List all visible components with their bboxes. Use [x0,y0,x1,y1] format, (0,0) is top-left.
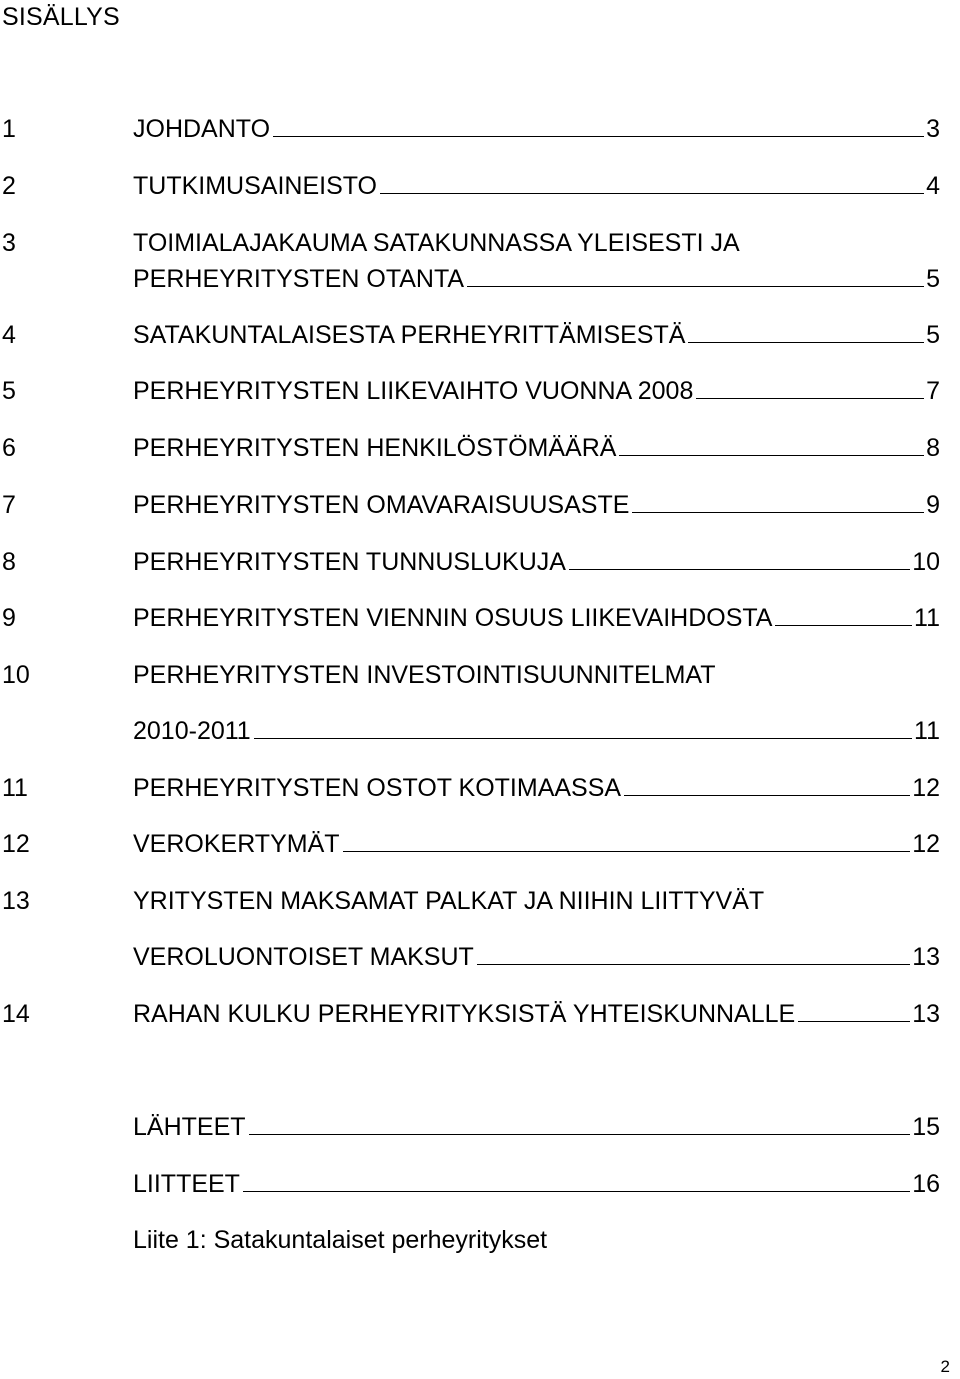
toc-leader-line [249,1134,911,1135]
toc-entry-tutkimusaineisto[interactable] [0,169,960,203]
toc-entry-title: JOHDANTO [133,115,271,143]
toc-entry-number: 12 [2,830,30,858]
toc-entry-title: PERHEYRITYSTEN OSTOT KOTIMAASSA [133,774,622,802]
toc-leader-line [798,1021,910,1022]
toc-entry-perheyrittamisesta[interactable] [0,318,960,352]
toc-leader-line [380,193,924,194]
toc-entry-page: 4 [926,172,940,200]
toc-entry-toimialajakauma-continued[interactable] [0,262,960,296]
toc-entry-lahteet[interactable] [0,1110,960,1144]
toc-entry-number: 11 [2,774,28,802]
toc-leader-line [696,398,924,399]
toc-entry-maksamat-palkat[interactable] [0,884,960,918]
toc-entry-number: 6 [2,434,16,462]
toc-entry-page: 7 [926,377,940,405]
toc-entry-title: PERHEYRITYSTEN OTANTA [133,265,465,293]
toc-entry-number: 13 [2,887,30,915]
toc-entry-omavaraisuusaste[interactable] [0,488,960,522]
toc-leader-line [243,1191,910,1192]
toc-leader-line [688,342,924,343]
toc-entry-title: SATAKUNTALAISESTA PERHEYRITTÄMISESTÄ [133,321,686,349]
toc-entry-page: 8 [926,434,940,462]
toc-entry-title: VEROKERTYMÄT [133,830,340,858]
toc-entry-page: 13 [912,943,940,971]
toc-entry-rahan-kulku[interactable] [0,997,960,1031]
toc-entry-page: 5 [926,265,940,293]
toc-entry-page: 3 [926,115,940,143]
toc-entry-number: 1 [2,115,16,143]
toc-entry-title: PERHEYRITYSTEN INVESTOINTISUUNNITELMAT [133,661,716,689]
toc-entry-liitteet[interactable] [0,1167,960,1201]
toc-entry-title: Liite 1: Satakuntalaiset perheyritykset [133,1226,548,1254]
toc-leader-line [624,795,910,796]
toc-leader-line [775,625,912,626]
toc-entry-page: 11 [914,604,940,632]
toc-entry-page: 11 [914,717,940,745]
toc-entry-title: PERHEYRITYSTEN LIIKEVAIHTO VUONNA 2008 [133,377,694,405]
toc-entry-tunnuslukuja[interactable] [0,545,960,579]
toc-leader-line [477,964,910,965]
toc-entry-title: PERHEYRITYSTEN VIENNIN OSUUS LIIKEVAIHDOSTA [133,604,773,632]
toc-entry-number: 9 [2,604,16,632]
toc-entry-ostot-kotimaassa[interactable] [0,771,960,805]
toc-entry-page: 9 [926,491,940,519]
toc-leader-line [467,286,924,287]
toc-entry-maksamat-palkat-continued[interactable] [0,940,960,974]
toc-entry-title: TUTKIMUSAINEISTO [133,172,378,200]
toc-entry-title: LIITTEET [133,1170,240,1198]
toc-entry-page: 5 [926,321,940,349]
toc-entry-title: VEROLUONTOISET MAKSUT [133,943,474,971]
toc-entry-number: 3 [2,229,16,257]
toc-entry-liikevaihto[interactable] [0,374,960,408]
toc-entry-title: RAHAN KULKU PERHEYRITYKSISTÄ YHTEISKUNNALLE [133,1000,796,1028]
toc-entry-page: 12 [912,830,940,858]
toc-entry-investointisuunnitelmat-continued[interactable] [0,714,960,748]
toc-entry-page: 16 [912,1170,940,1198]
toc-entry-toimialajakauma[interactable] [0,226,960,260]
page-title: SISÄLLYS [2,3,120,31]
toc-entry-title: LÄHTEET [133,1113,246,1141]
page-number: 2 [940,1357,950,1376]
toc-entry-henkilostomaara[interactable] [0,431,960,465]
toc-entry-title: PERHEYRITYSTEN HENKILÖSTÖMÄÄRÄ [133,434,617,462]
toc-entry-investointisuunnitelmat[interactable] [0,658,960,692]
toc-entry-number: 10 [2,661,30,689]
toc-entry-page: 13 [912,1000,940,1028]
toc-entry-number: 8 [2,548,16,576]
toc-entry-verokertymat[interactable] [0,827,960,861]
toc-entry-title: 2010-2011 [133,717,251,745]
toc-entry-liite-1[interactable] [0,1223,960,1257]
toc-entry-title: PERHEYRITYSTEN TUNNUSLUKUJA [133,548,566,576]
toc-entry-viennin-osuus[interactable] [0,601,960,635]
toc-leader-line [254,738,912,739]
toc-entry-title: TOIMIALAJAKAUMA SATAKUNNASSA YLEISESTI JA [133,229,740,257]
toc-entry-number: 7 [2,491,16,519]
toc-leader-line [273,136,924,137]
toc-leader-line [569,569,910,570]
toc-entry-number: 5 [2,377,16,405]
toc-entry-johdanto[interactable] [0,112,960,146]
toc-entry-number: 14 [2,1000,30,1028]
toc-entry-page: 10 [912,548,940,576]
toc-entry-title: YRITYSTEN MAKSAMAT PALKAT JA NIIHIN LIITTYVÄT [133,887,765,915]
toc-entry-number: 2 [2,172,16,200]
toc-entry-page: 15 [912,1113,940,1141]
toc-entry-title: PERHEYRITYSTEN OMAVARAISUUSASTE [133,491,630,519]
toc-entry-number: 4 [2,321,16,349]
toc-entry-page: 12 [912,774,940,802]
toc-leader-line [632,512,924,513]
toc-leader-line [619,455,924,456]
toc-leader-line [343,851,911,852]
